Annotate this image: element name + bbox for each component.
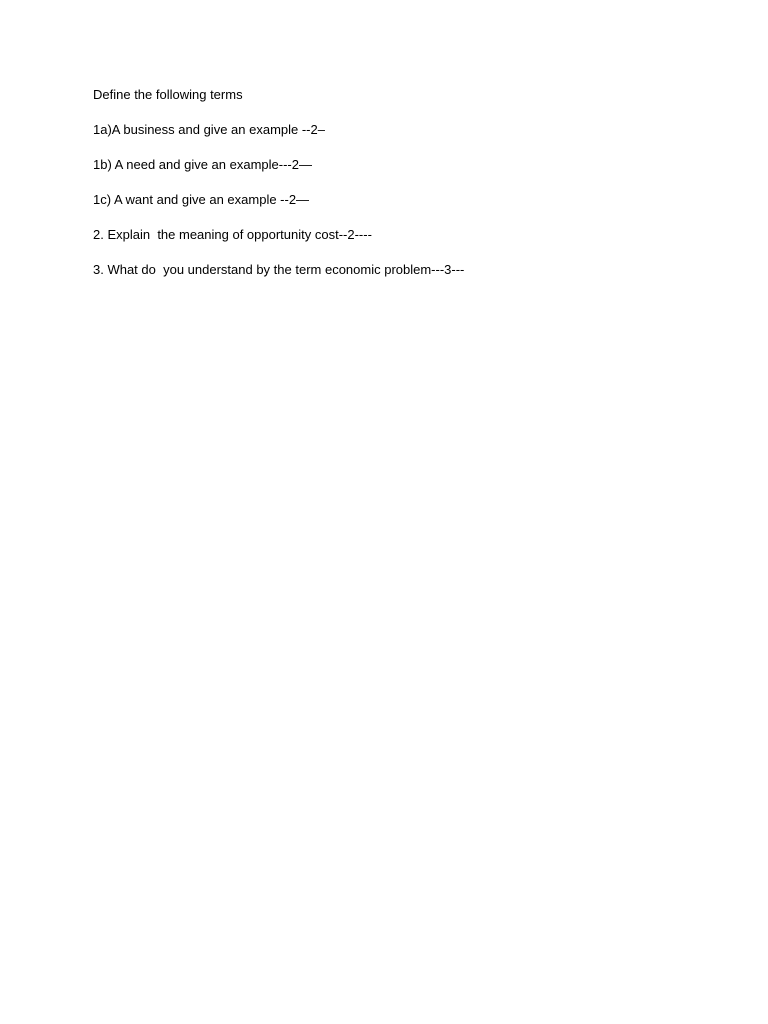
question-1b: 1b) A need and give an example---2— <box>93 157 312 172</box>
question-1c: 1c) A want and give an example --2— <box>93 192 310 207</box>
document-body <box>93 86 733 296</box>
question-1a: 1a)A business and give an example --2– <box>93 122 325 137</box>
question-3: 3. What do you understand by the term economic problem---3--- <box>93 262 465 277</box>
instruction-heading: Define the following terms <box>93 87 243 102</box>
question-2: 2. Explain the meaning of opportunity cost--2---- <box>93 227 372 242</box>
